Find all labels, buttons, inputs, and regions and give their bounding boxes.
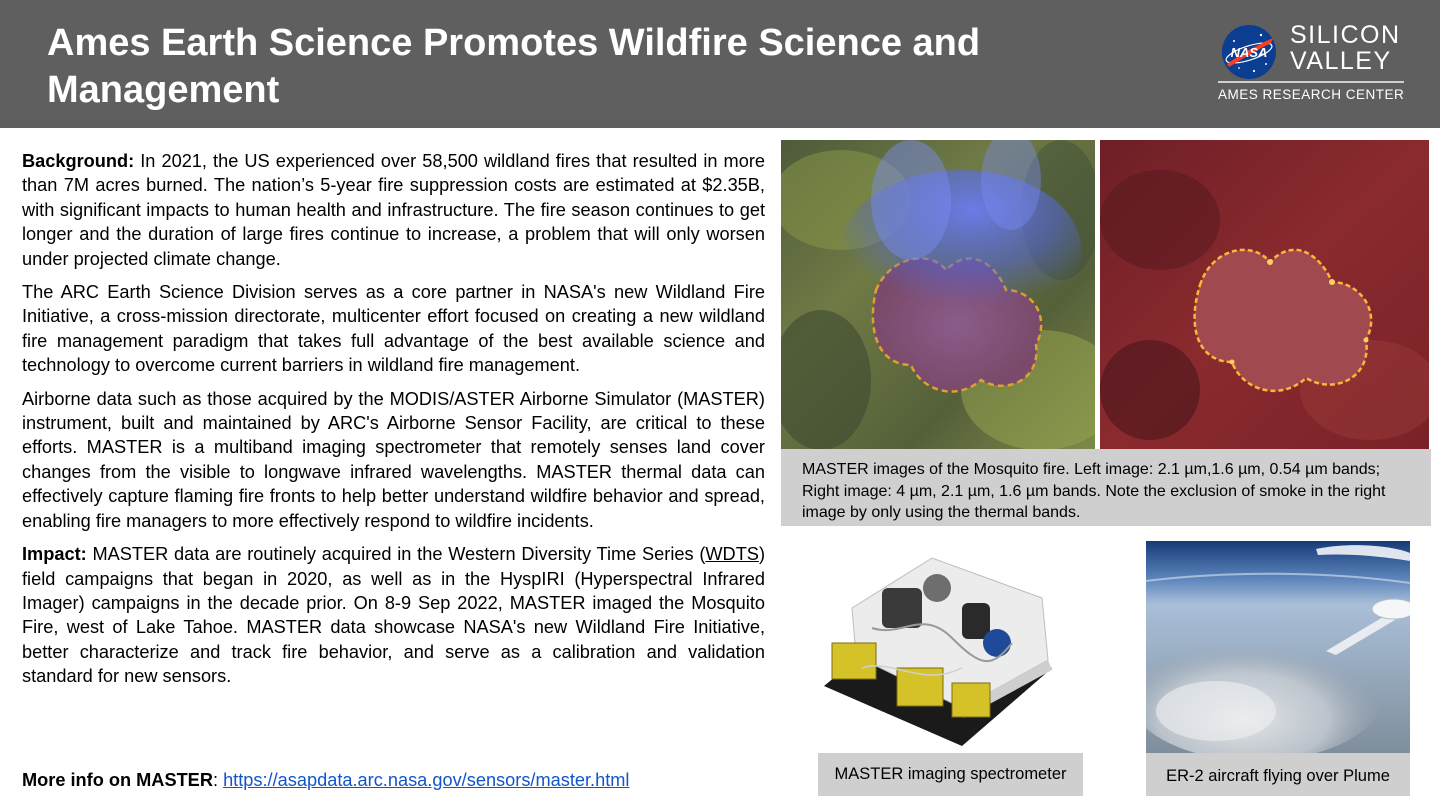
arc-paragraph: The ARC Earth Science Division serves as a core partner in NASA's new Wildland Fire Initiative, a cross-mission directorate, multicenter effort focused on creating a new wildland fire management paradigm that takes full advantage of the best available science and technology to overcome current barriers in wildland fire management.	[22, 282, 765, 376]
nasa-ames-logo	[1218, 20, 1404, 105]
impact-label: Impact:	[22, 544, 87, 565]
logo-ames-research-center: AMES RESEARCH CENTER	[1218, 87, 1405, 102]
impact-paragraph	[22, 542, 765, 688]
more-info-separator: :	[212, 770, 224, 790]
wdts-link[interactable]: WDTS	[705, 544, 759, 565]
nasa-emblem-text: NASA	[1230, 45, 1268, 60]
impact-text-2: ) field campaigns that began in 2020, as well as in the HyspIRI (Hyperspectral Infrared Imager) campaigns in the decade prior. On 8-9 Sep 2022, MASTER imaged the Mosquito Fire, west of Lake Tahoe. MASTER data showcase NASA's new Wildland Fire Initiative, better characterize and track fire behavior, and serve as a calibration and validation standard for new sensors.	[22, 544, 765, 687]
er2-aircraft-image	[1146, 541, 1410, 753]
main-text	[22, 149, 765, 698]
spectrometer-caption: MASTER imaging spectrometer	[818, 753, 1083, 796]
logo-valley: VALLEY	[1290, 47, 1392, 75]
header-bar	[0, 0, 1440, 128]
background-text: In 2021, the US experienced over 58,500 wildland fires that resulted in more than 7M acres burned. The nation’s 5-year fire suppression costs are estimated at $2.35B, with significant impacts to human health and infrastructure. The fire season continues to get longer and the duration of large fires continue to increase, a problem that will only worsen under projected climate change.	[22, 151, 765, 269]
more-info-line	[22, 768, 629, 792]
master-paragraph: Airborne data such as those acquired by the MODIS/ASTER Airborne Simulator (MASTER) instrument, built and maintained by ARC's Airborne Sensor Facility, are critical to these efforts. MASTER is a multiband imaging spectrometer that remotely senses land cover changes from the visible to longwave infrared wavelengths. MASTER thermal data can effectively capture flaming fire fronts to help better understand wildfire behavior and spread, enabling fire managers to more effectively respond to wildfire incidents.	[22, 388, 765, 531]
mosquito-fire-caption: MASTER images of the Mosquito fire. Left image: 2.1 µm,1.6 µm, 0.54 µm bands; Right image: 4 µm, 2.1 µm, 1.6 µm bands. Note the exclusion of smoke in the right image by only using the thermal bands.	[781, 449, 1431, 526]
background-label: Background:	[22, 151, 135, 171]
nasa-meatball-icon	[1221, 24, 1277, 80]
logo-divider	[1218, 81, 1404, 83]
impact-text-1: MASTER data are routinely acquired in the Western Diversity Time Series (	[86, 544, 706, 565]
more-info-label: More info on MASTER	[22, 770, 213, 790]
background-paragraph	[22, 149, 765, 271]
logo-silicon: SILICON	[1290, 21, 1401, 49]
page-title: Ames Earth Science Promotes Wildfire Science and Management	[47, 22, 981, 111]
mosquito-fire-left-image	[781, 140, 1095, 449]
master-spectrometer-image	[812, 548, 1060, 748]
mosquito-fire-right-image	[1100, 140, 1429, 449]
er2-caption: ER-2 aircraft flying over Plume	[1146, 753, 1410, 796]
master-url-link[interactable]: https://asapdata.arc.nasa.gov/sensors/master.html	[223, 770, 630, 790]
